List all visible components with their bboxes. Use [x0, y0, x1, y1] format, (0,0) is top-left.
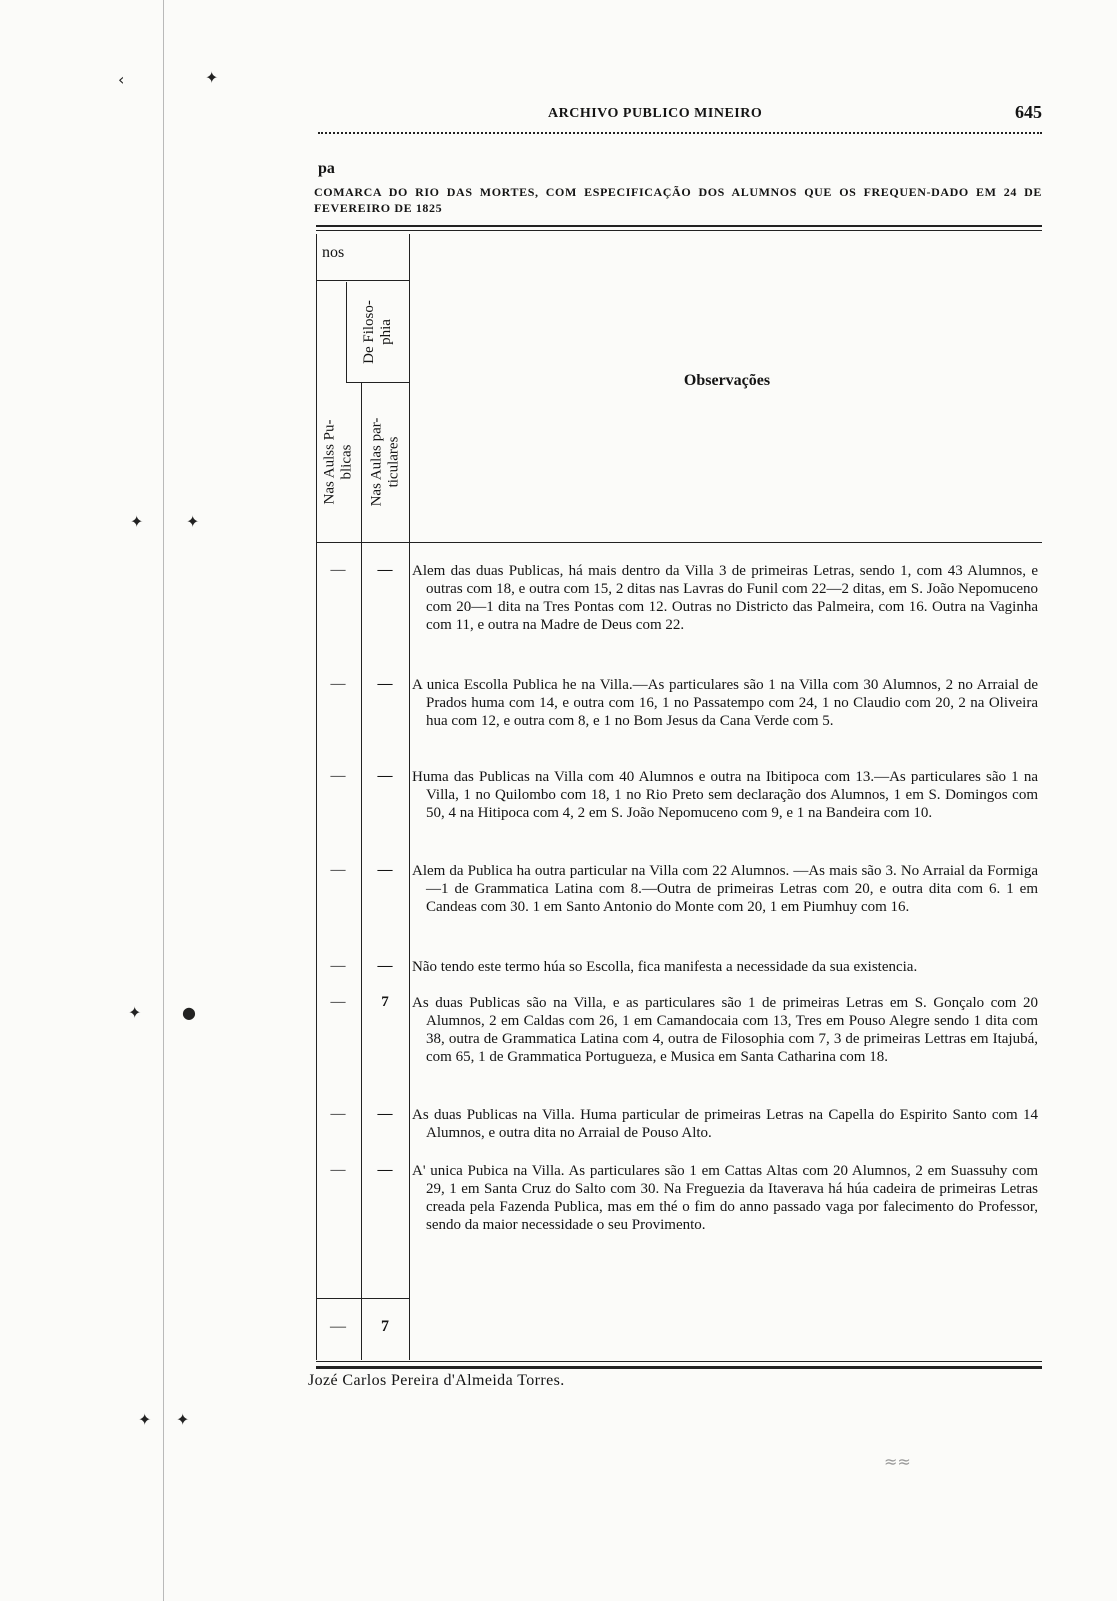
cell-observacoes: A' unica Pubica na Villa. As particulares são 1 em Cattas Altas com 20 Alumnos, 2 em Suassuhy com 29, 1 em Santa Cruz do Salto com 30. Na Freguezia da Itaverava há húa cadeira de primeiras Letras creada pela Fazenda Publica, mas em thé o fim do anno passado vaga por falecimento do Professor, sendo da maior necessidade o seu Provimento.	[412, 1163, 1038, 1233]
cell-publicas: —	[330, 958, 346, 974]
cell-observacoes: As duas Publicas são na Villa, e as particulares são 1 de primeiras Letras em S. Gonçalo com 20 Alumnos, 2 em Caldas com 26, 1 em Camandocaia com 13, Tres em Pouso Alegre sendo 1 dita com 38, outra de Grammatica Latina com 4, outra de Filosophia com 7, 3 de primeiras Lettras em Itajubá, com 65, 1 de Grammatica Portugueza, e Musica em Santa Catharina com 18.	[412, 995, 1038, 1065]
table-bottom-rule	[316, 1361, 1042, 1362]
cell-publicas: —	[330, 862, 346, 878]
running-header	[318, 100, 1042, 126]
total-rule	[316, 1298, 409, 1299]
total-publicas: —	[330, 1318, 346, 1335]
heading-fragment: pa	[318, 160, 335, 177]
cell-particulares: —	[377, 862, 393, 878]
col-header-filosophia: De Filoso- phia	[360, 300, 394, 364]
cell-particulares: —	[377, 958, 393, 974]
group-header-nos: nos	[322, 244, 345, 261]
col-header-observacoes: Observações	[683, 372, 771, 389]
cell-publicas: —	[330, 676, 346, 692]
scan-speck: ✦	[176, 1410, 190, 1429]
scan-speck: ✦	[138, 1410, 152, 1429]
table-caption: COMARCA DO RIO DAS MORTES, COM ESPECIFICAÇÃO DOS ALUMNOS QUE OS FREQUEN-DADO EM 24 DE FEVEREIRO DE 1825	[314, 185, 1042, 215]
col-header-particulares: Nas Aulas par- ticulares	[368, 417, 401, 507]
scan-speck: ✦	[186, 512, 200, 531]
scan-speck: ‹	[118, 70, 125, 89]
col-header-publicas: Nas Aulss Pu- blicas	[321, 419, 355, 505]
schools-table	[316, 234, 1042, 1360]
cell-observacoes: As duas Publicas na Villa. Huma particular de primeiras Letras na Capella do Espirito Santo com 14 Alumnos, e outra dita no Arraial de Pouso Alto.	[412, 1107, 1038, 1141]
cell-observacoes: Huma das Publicas na Villa com 40 Alumnos e outra na Ibitipoca com 13.—As particulares são 1 na Villa, 1 no Quilombo com 18, 1 no Rio Preto sem declaração dos Alumnos, 1 em S. Domingos com 50, 4 na Hitipoca com 4, 2 em S. João Nepomuceno com 9, e 1 na Bandeira com 10.	[412, 769, 1038, 821]
cell-observacoes: A unica Escolla Publica he na Villa.—As particulares são 1 na Villa com 30 Alumnos, 2 no Arraial de Prados huma com 14, e outra com 16, 1 no Passatempo com 24, 1 no Claudio com 20, 2 na Oliveira hua com 12, e outra com 8, e 1 no Bom Jesus da Cana Verde com 5.	[412, 677, 1038, 729]
cell-publicas: —	[330, 562, 346, 578]
cell-particulares: —	[377, 1106, 393, 1122]
header-rule	[318, 132, 1042, 134]
cell-particulares: —	[377, 562, 393, 578]
header-rule	[316, 542, 1042, 543]
table-bottom-rule	[316, 1366, 1042, 1369]
page-number: 645	[1015, 102, 1042, 122]
cell-particulares: —	[377, 1162, 393, 1178]
cell-publicas: —	[330, 994, 346, 1010]
cell-observacoes: Alem das duas Publicas, há mais dentro da Villa 3 de primeiras Letras, sendo 1, com 43 Alumnos, e outras com 18, e outra com 15, 2 ditas nas Lavras do Funil com 22—2 ditas, em S. João Nepomuceno com 20—1 dita na Tres Pontas com 12. Outras no Districto das Palmeira, com 16. Outra na Vaginha com 11, e outra na Madre de Deus com 22.	[412, 563, 1038, 633]
cell-publicas: —	[330, 1106, 346, 1122]
total-particulares: 7	[381, 1318, 389, 1335]
cell-observacoes: Alem da Publica ha outra particular na Villa com 22 Alumnos. —As mais são 3. No Arraial da Formiga—1 de Grammatica Latina com 8.—Outra de primeiras Letras com 20, e outra dita com 6. 1 em Candeas com 30. 1 em Santo Antonio do Monte com 20, 1 em Piumhuy com 16.	[412, 863, 1038, 915]
cell-publicas: —	[330, 768, 346, 784]
scan-speck: ✦	[128, 1003, 142, 1022]
table-top-rule	[316, 225, 1042, 227]
column-divider	[409, 234, 410, 1360]
journal-title: ARCHIVO PUBLICO MINEIRO	[548, 106, 763, 121]
cell-publicas: —	[330, 1162, 346, 1178]
scan-speck: ●	[182, 1003, 196, 1022]
cell-particulares: 7	[381, 994, 389, 1010]
scan-smudge: ≈≈	[884, 1452, 911, 1471]
header-rule	[316, 280, 409, 281]
scan-speck: ✦	[130, 512, 144, 531]
signature: Jozé Carlos Pereira d'Almeida Torres.	[308, 1372, 565, 1389]
cell-particulares: —	[377, 676, 393, 692]
cell-observacoes: Não tendo este termo húa so Escolla, fica manifesta a necessidade da sua existencia.	[412, 959, 918, 975]
scan-speck: ✦	[205, 68, 219, 87]
scan-margin-line	[163, 0, 164, 1601]
table-top-rule	[316, 230, 1042, 231]
cell-particulares: —	[377, 768, 393, 784]
